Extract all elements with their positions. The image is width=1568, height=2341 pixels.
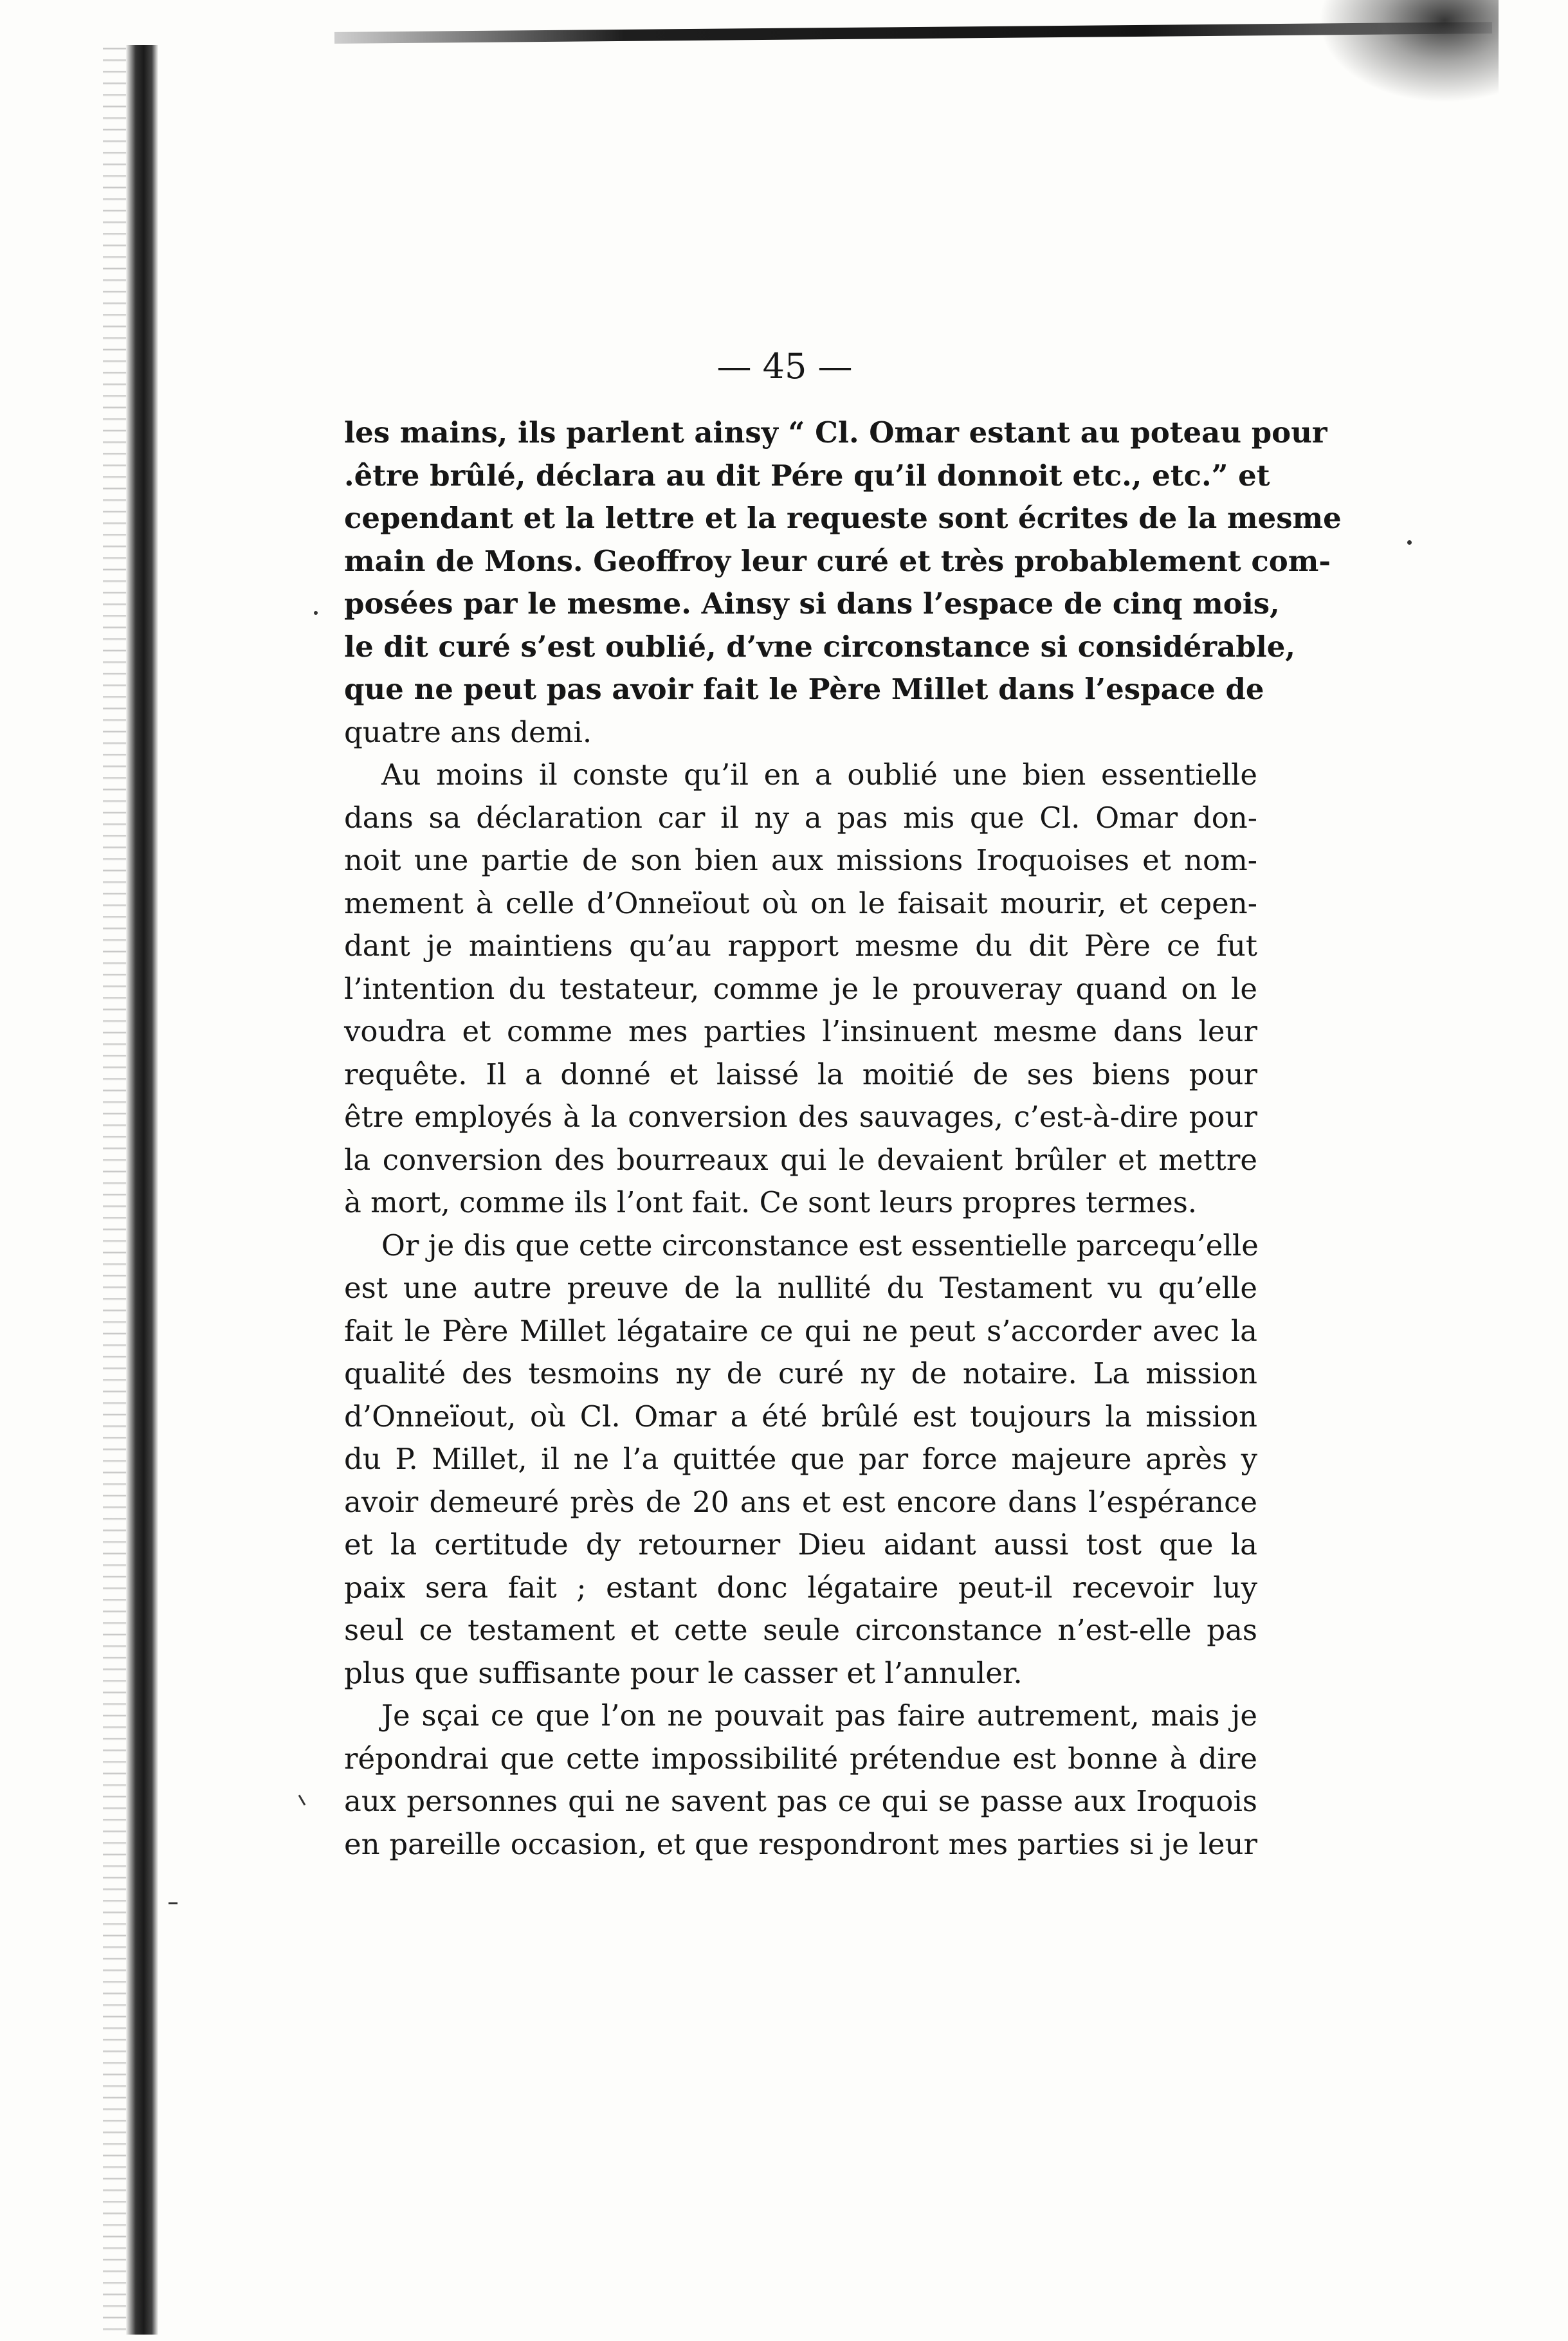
- text-line: être employés à la conversion des sauvages, c’est-à-dire pour: [344, 1100, 1257, 1134]
- text-line: à mort, comme ils l’ont fait. Ce sont leurs propres termes.: [344, 1185, 1198, 1219]
- margin-dot: [1407, 540, 1412, 545]
- text-line: et la certitude dy retourner Dieu aidant aussi tost que la: [344, 1527, 1257, 1562]
- text-line: requête. Il a donné et laissé la moitié de ses biens pour: [344, 1057, 1257, 1091]
- text-line: noit une partie de son bien aux missions Iroquoises et nom-: [344, 843, 1257, 877]
- text-line: la conversion des bourreaux qui le devaient brûler et mettre: [344, 1142, 1257, 1177]
- text-line: dant je maintiens qu’au rapport mesme du dit Père ce fut: [344, 929, 1257, 963]
- margin-tick: [169, 1902, 178, 1904]
- text-line: quatre ans demi.: [344, 715, 592, 749]
- text-line: est une autre preuve de la nullité du Testament vu qu’elle: [344, 1271, 1257, 1305]
- margin-tick: [298, 1794, 306, 1805]
- margin-dot: [314, 611, 318, 615]
- text-line: aux personnes qui ne savent pas ce qui se passe aux Iroquois: [344, 1784, 1257, 1818]
- page-number: — 45 —: [716, 346, 853, 387]
- text-line: le dit curé s’est oublié, d’vne circonstance si considérable,: [344, 629, 1296, 664]
- text-line: que ne peut pas avoir fait le Père Millet dans l’espace de: [344, 672, 1264, 706]
- text-line: main de Mons. Geoffroy leur curé et très probablement com-: [344, 543, 1331, 578]
- text-line: Je sçai ce que l’on ne pouvait pas faire autrement, mais je: [381, 1699, 1257, 1733]
- text-line: mement à celle d’Onneïout où on le faisait mourir, et cepen-: [344, 886, 1257, 920]
- text-line: seul ce testament et cette seule circonstance n’est-elle pas: [344, 1613, 1257, 1647]
- text-line: qualité des tesmoins ny de curé ny de notaire. La mission: [344, 1356, 1257, 1390]
- body-text: [344, 412, 1342, 1866]
- text-line: plus que suffisante pour le casser et l’annuler.: [344, 1655, 1023, 1690]
- text-line: avoir demeuré près de 20 ans et est encore dans l’espérance: [344, 1484, 1257, 1519]
- text-line: les mains, ils parlent ainsy “ Cl. Omar estant au poteau pour: [344, 415, 1327, 450]
- text-line: du P. Millet, il ne l’a quittée que par force majeure après y: [344, 1442, 1257, 1476]
- text-line: Or je dis que cette circonstance est essentielle parcequ’elle: [381, 1228, 1259, 1262]
- text-line: Au moins il conste qu’il en a oublié une bien essentielle: [381, 758, 1257, 792]
- text-line: d’Onneïout, où Cl. Omar a été brûlé est toujours la mission: [344, 1399, 1257, 1434]
- text-line: cependant et la lettre et la requeste sont écrites de la mesme: [344, 501, 1342, 535]
- text-line: paix sera fait ; estant donc légataire peut-il recevoir luy: [344, 1570, 1257, 1605]
- text-line: .être brûlé, déclara au dit Pére qu’il donnoit etc., etc.” et: [344, 458, 1270, 493]
- text-line: posées par le mesme. Ainsy si dans l’espace de cinq mois,: [344, 587, 1280, 621]
- text-line: répondrai que cette impossibilité prétendue est bonne à dire: [344, 1741, 1257, 1776]
- text-line: fait le Père Millet légataire ce qui ne peut s’accorder avec la: [344, 1313, 1257, 1348]
- text-line: dans sa déclaration car il ny a pas mis que Cl. Omar don-: [344, 800, 1257, 835]
- text-line: en pareille occasion, et que respondront mes parties si je leur: [344, 1826, 1257, 1861]
- binding-shadow: [103, 39, 129, 2335]
- book-binding-edge: [126, 45, 158, 2335]
- text-line: l’intention du testateur, comme je le prouveray quand on le: [344, 971, 1257, 1006]
- text-line: voudra et comme mes parties l’insinuent mesme dans leur: [344, 1014, 1257, 1048]
- scan-corner-shadow: [1318, 0, 1499, 103]
